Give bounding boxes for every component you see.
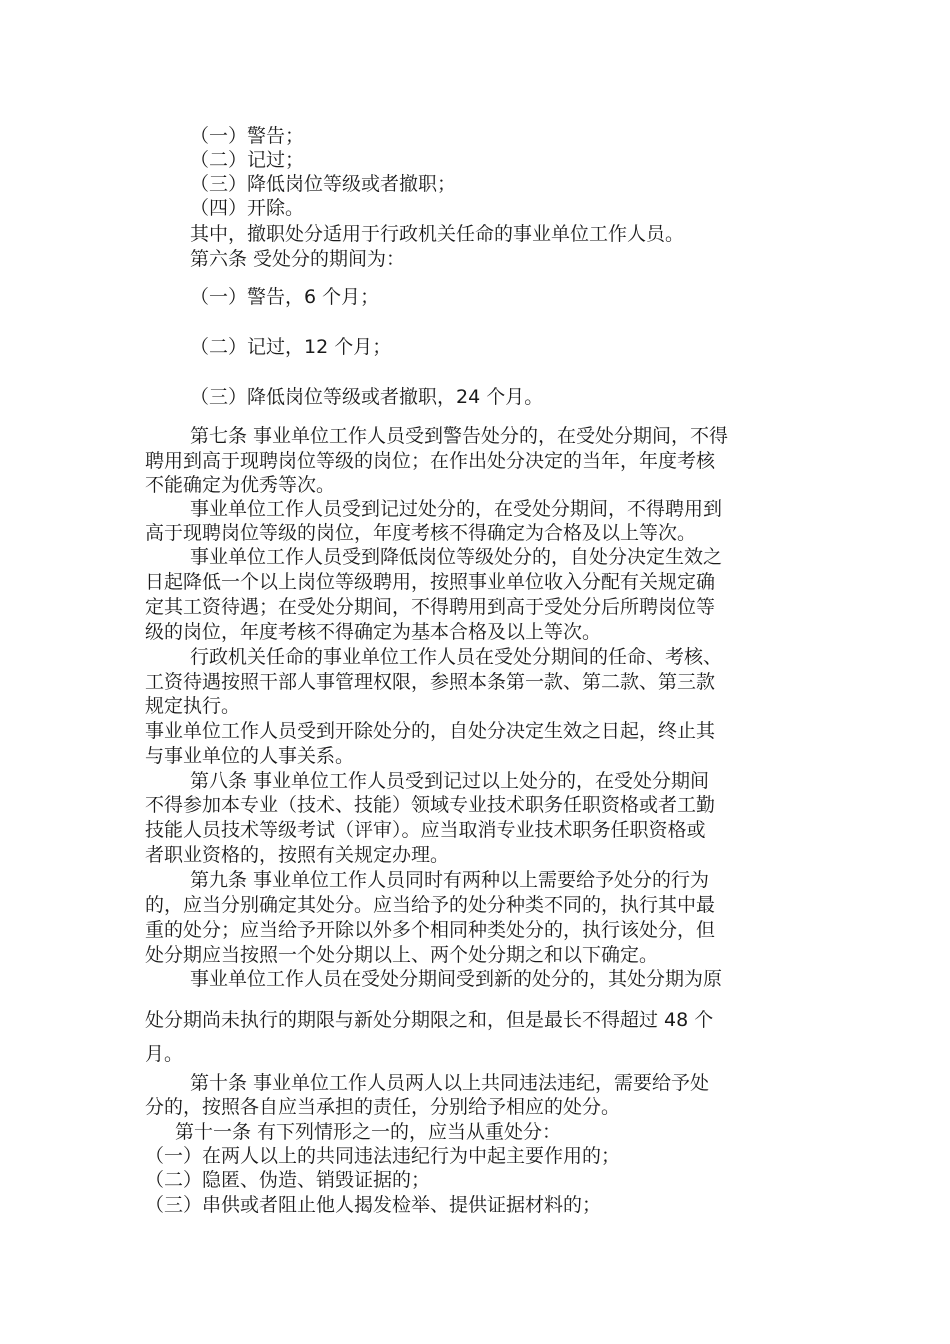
text-line: （二）记过； — [190, 149, 305, 171]
text-line: 不能确定为优秀等次。 — [145, 474, 336, 496]
text-line: （三）降低岗位等级或者撤职，24 个月。 — [190, 386, 544, 408]
text-line: 高于现聘岗位等级的岗位，年度考核不得确定为合格及以上等次。 — [145, 522, 697, 544]
text-line: 级的岗位，年度考核不得确定为基本合格及以上等次。 — [145, 621, 602, 643]
text-line: 聘用到高于现聘岗位等级的岗位；在作出处分决定的当年，年度考核 — [145, 450, 716, 472]
text-line: 事业单位工作人员在受处分期间受到新的处分的，其处分期为原 — [190, 968, 723, 990]
text-line: 的，应当分别确定其处分。应当给予的处分种类不同的，执行其中最 — [145, 894, 716, 916]
text-line: 月。 — [145, 1043, 184, 1065]
section-heading: 第九条 事业单位工作人员同时有两种以上需要给予处分的行为 — [190, 869, 710, 891]
text-line: （一）在两人以上的共同违法违纪行为中起主要作用的； — [145, 1145, 621, 1167]
text-line: 者职业资格的，按照有关规定办理。 — [145, 844, 450, 866]
section-heading: 第六条 受处分的期间为： — [190, 248, 406, 270]
text-line: 事业单位工作人员受到开除处分的，自处分决定生效之日起，终止其 — [145, 720, 716, 742]
text-line: （三）串供或者阻止他人揭发检举、提供证据材料的； — [145, 1194, 602, 1216]
section-heading: 第十一条 有下列情形之一的，应当从重处分： — [175, 1121, 562, 1143]
text-line: 与事业单位的人事关系。 — [145, 745, 355, 767]
text-line: 重的处分；应当给予开除以外多个相同种类处分的，执行该处分，但 — [145, 919, 716, 941]
text-line: 规定执行。 — [145, 695, 241, 717]
text-line: 分的，按照各自应当承担的责任，分别给予相应的处分。 — [145, 1096, 621, 1118]
text-line: 日起降低一个以上岗位等级聘用，按照事业单位收入分配有关规定确 — [145, 571, 716, 593]
text-line: 处分期尚未执行的期限与新处分期限之和，但是最长不得超过 48 个 — [145, 1009, 714, 1031]
section-heading: 第七条 事业单位工作人员受到警告处分的，在受处分期间，不得 — [190, 425, 729, 447]
text-line: （四）开除。 — [190, 197, 305, 219]
text-line: （一）警告； — [190, 125, 305, 147]
text-line: 事业单位工作人员受到降低岗位等级处分的，自处分决定生效之 — [190, 546, 723, 568]
text-line: 行政机关任命的事业单位工作人员在受处分期间的任命、考核、 — [190, 646, 723, 668]
section-heading: 第十条 事业单位工作人员两人以上共同违法违纪，需要给予处 — [190, 1072, 710, 1094]
text-line: 定其工资待遇；在受处分期间，不得聘用到高于受处分后所聘岗位等 — [145, 596, 716, 618]
text-line: （二）记过，12 个月； — [190, 336, 392, 358]
text-line: （三）降低岗位等级或者撤职； — [190, 173, 457, 195]
text-line: 技能人员技术等级考试（评审）。应当取消专业技术职务任职资格或 — [145, 819, 706, 841]
text-line: 工资待遇按照干部人事管理权限，参照本条第一款、第二款、第三款 — [145, 671, 716, 693]
text-line: 处分期应当按照一个处分期以上、两个处分期之和以下确定。 — [145, 944, 659, 966]
text-line: 其中，撤职处分适用于行政机关任命的事业单位工作人员。 — [190, 223, 685, 245]
text-line: 不得参加本专业（技术、技能）领域专业技术职务任职资格或者工勤 — [145, 794, 716, 816]
section-heading: 第八条 事业单位工作人员受到记过以上处分的，在受处分期间 — [190, 770, 710, 792]
text-line: 事业单位工作人员受到记过处分的，在受处分期间，不得聘用到 — [190, 498, 723, 520]
text-line: （一）警告，6 个月； — [190, 286, 380, 308]
text-line: （二）隐匿、伪造、销毁证据的； — [145, 1169, 431, 1191]
